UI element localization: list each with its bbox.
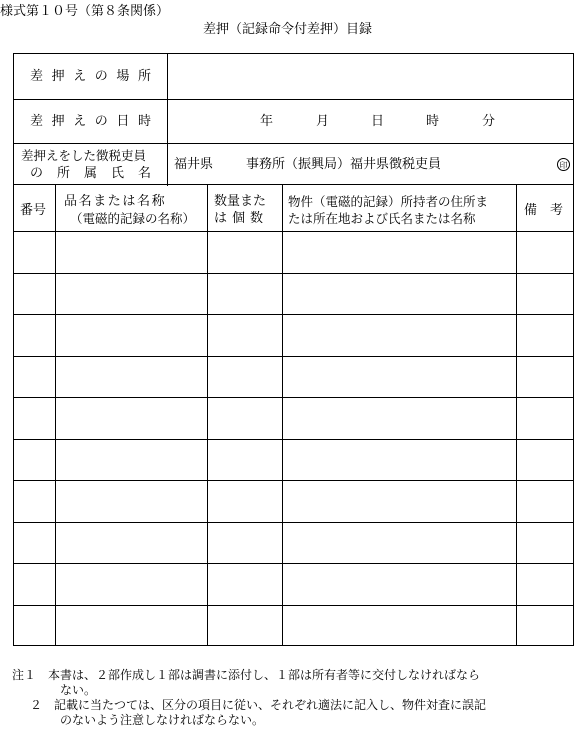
items-table: [13, 185, 574, 646]
row-divider: [14, 605, 573, 606]
note-1-line2: ない。: [60, 683, 97, 697]
form-number: 様式第１０号（第８条関係）: [0, 4, 170, 19]
datetime-label-char: 差: [30, 114, 44, 129]
row-divider: [14, 397, 573, 398]
place-label-char: 押: [51, 69, 65, 84]
note-1-line1: 注１ 本書は、２部作成し１部は調書に添付し、１部は所有者等に交付しなければなら: [12, 668, 481, 682]
remarks-header-char: 備: [524, 203, 538, 218]
officer-label-char: 名: [137, 166, 151, 181]
place-label: [14, 68, 167, 85]
unit-day: 日: [371, 114, 385, 129]
datetime-field[interactable]: [168, 100, 573, 143]
officer-label-char: 氏: [110, 166, 124, 181]
col-owner-header-line1: 物件（電磁的記録）所持者の住所ま: [288, 194, 489, 209]
notes-section: [12, 668, 486, 728]
col-owner-header-line2: たは所在地および氏名または名称: [288, 211, 476, 226]
datetime-label-char: 日: [116, 114, 130, 129]
seal-icon: 印: [557, 158, 570, 171]
remarks-header-char: 考: [549, 203, 563, 218]
place-label-char: の: [94, 69, 108, 84]
col-number-header: 番号: [20, 203, 47, 218]
header-divider: [14, 231, 573, 232]
officer-label-char: 属: [83, 166, 97, 181]
place-row: [14, 54, 573, 99]
datetime-label-char: の: [94, 114, 108, 129]
row-divider: [14, 522, 573, 523]
datetime-label-char: え: [73, 114, 87, 129]
row-divider: [14, 273, 573, 274]
document-title: 差押（記録命令付差押）目録: [202, 22, 372, 37]
col-item-header-line2: （電磁的記録の名称）: [70, 211, 196, 226]
note-2-line1: ２ 記載に当たつては、区分の項目に従い、それぞれ適法に記入し、物件対査に誤記: [30, 698, 487, 712]
officer-label-line1: 差押えをした徴税吏員: [21, 148, 147, 163]
row-divider: [14, 480, 573, 481]
unit-hour: 時: [426, 114, 440, 129]
datetime-label-char: 時: [137, 114, 151, 129]
officer-label-line2: [14, 165, 167, 182]
officer-field[interactable]: [168, 144, 573, 186]
officer-label-char: の: [30, 166, 44, 181]
col-remarks-header: [524, 202, 573, 219]
officer-row: [14, 143, 573, 186]
unit-month: 月: [316, 114, 330, 129]
place-label-char: 所: [137, 69, 151, 84]
row-divider: [14, 356, 573, 357]
unit-year: 年: [260, 114, 274, 129]
place-label-char: え: [73, 69, 87, 84]
row-divider: [14, 439, 573, 440]
col-item-header-line1: 品名または名称: [64, 194, 167, 209]
col-qty-header-line2: は個数: [214, 211, 269, 226]
row-divider: [14, 563, 573, 564]
info-block: [13, 53, 574, 185]
place-label-char: 差: [30, 69, 44, 84]
officer-prefecture: 福井県: [174, 157, 214, 172]
datetime-label: [14, 113, 167, 130]
col-qty-header-line1: 数量また: [214, 194, 267, 209]
datetime-label-char: 押: [51, 114, 65, 129]
officer-label-char: 所: [56, 166, 70, 181]
place-field[interactable]: [168, 54, 573, 99]
officer-office: 事務所（振興局）福井県徴税吏員: [246, 157, 442, 172]
datetime-row: [14, 99, 573, 143]
place-label-char: 場: [116, 69, 130, 84]
row-divider: [14, 314, 573, 315]
note-2-line2: のないよう注意しなければならない。: [60, 713, 265, 727]
unit-minute: 分: [482, 114, 496, 129]
